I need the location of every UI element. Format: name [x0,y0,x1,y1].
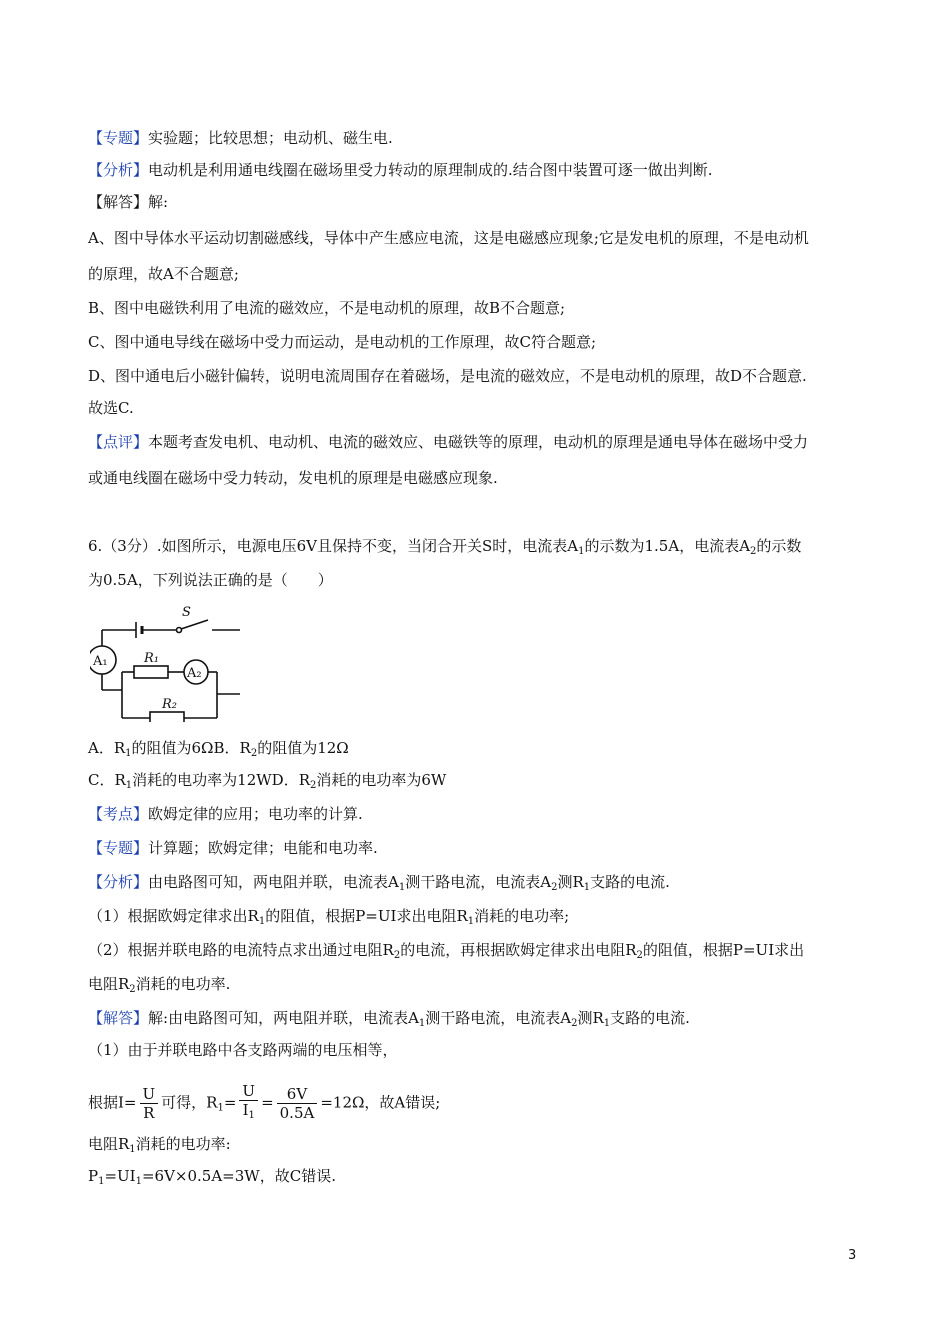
text: 的电流，再根据欧姆定律求出电阻R [400,941,637,959]
q6-plan-step2-cont [88,974,230,1000]
q6-options-cd [88,770,446,796]
resistor-r2 [150,712,184,722]
q6-stem-line1 [88,536,801,562]
q6-formula-line [88,1082,440,1129]
tag-special: 【专题】 [88,839,149,857]
q5-choice: 故选C. [88,399,134,417]
text: 消耗的电功率. [135,975,231,993]
q5-analysis-line [88,160,713,180]
q5-c-line: C、图中通电导线在磁场中受力而运动，是电动机的工作原理，故C符合题意; [88,333,597,351]
subscript: 2 [750,546,757,557]
numerator: U [140,1085,159,1104]
text: （1）根据欧姆定律求出R [88,907,259,925]
ammeter-a1-label: A₁ [93,654,108,669]
subscript: 1 [129,1144,136,1155]
text: =12Ω，故A错误; [320,1093,441,1112]
text: 本题考查发电机、电动机、电流的磁效应、电磁铁等的原理，电动机的原理是通电导体在磁场中受力 [148,433,809,451]
text: P [88,1167,99,1185]
resistor-r1 [134,666,168,678]
q6-plan-step2 [88,940,804,966]
q6-zhuanti-line [88,838,378,858]
numerator: U [239,1082,258,1101]
text: 的阻值为12Ω [257,739,349,757]
subscript: 1 [418,1018,426,1029]
subscript: 2 [309,780,317,791]
tag-special: 【专题】 [88,129,149,147]
subscript: 2 [250,748,258,759]
text: = [261,1093,274,1112]
resistor-r1-label: R₁ [144,651,159,666]
text: 消耗的电功率; [474,907,570,925]
subscript: 1 [583,882,591,893]
text: 的示数为1.5A，电流表A [584,537,751,555]
tag-analysis: 【分析】 [88,873,149,891]
text: 测干路电流，电流表A [405,873,552,891]
denominator: R [143,1104,155,1122]
subscript: 2 [551,882,558,893]
text: 支路的电流. [590,873,670,891]
text: 欧姆定律的应用；电功率的计算. [148,805,363,823]
text: C．R [88,771,126,789]
q5-answer-line [88,192,168,212]
tag-analysis: 【分析】 [88,161,149,179]
text: 的阻值为6ΩB．R [131,739,251,757]
text: 电阻R [88,975,130,993]
text: 测R [577,1009,604,1027]
text: 解: [148,193,169,211]
q6-options-ab [88,738,349,764]
q5-special-line [88,128,393,148]
q5-d-line: D、图中通电后小磁针偏转，说明电流周围存在着磁场，是电流的磁效应，不是电动机的原理，故D不合题意. [88,367,807,385]
fraction-u-over-i1 [239,1082,258,1125]
q5-b-line: B、图中电磁铁利用了电流的磁效应，不是电动机的原理，故B不合题意; [88,299,566,317]
denominator [239,1101,258,1125]
text: 可得，R [161,1093,218,1112]
text: 由电路图可知，两电阻并联，电流表A [148,873,399,891]
tag-answer: 【解答】 [88,1009,149,1027]
q6-analysis-line [88,872,670,898]
subscript: 2 [129,984,136,995]
q6-answer-line [88,1008,690,1034]
text: 支路的电流. [610,1009,690,1027]
text: 实验题；比较思想；电动机、磁生电. [148,129,393,147]
denominator: 0.5A [279,1104,315,1122]
ammeter-a2-label: A₂ [187,666,202,681]
subscript: 1 [135,1176,142,1187]
q6-step1: （1）由于并联电路中各支路两端的电压相等， [88,1041,398,1059]
fraction-6v-over-05a [277,1085,318,1122]
text: 计算题；欧姆定律；电能和电功率. [148,839,378,857]
text: I [242,1101,249,1119]
text: 消耗的电功率: [135,1135,231,1153]
text: 消耗的电功率为6W [316,771,447,789]
subscript: 1 [467,916,475,927]
page-number: 3 [848,1248,857,1263]
subscript: 2 [571,1018,578,1029]
text: = [223,1093,237,1112]
tag-answer: 【解答】 [88,193,149,211]
subscript: 2 [636,950,643,961]
circuit-diagram [90,604,245,722]
subscript: 1 [578,546,585,557]
text: 电阻R [88,1135,130,1153]
text: 的阻值，根据P=UI求出电阻R [265,907,468,925]
q5-comment-line1 [88,432,808,452]
q6-power-calc [88,1166,336,1192]
q6-kaodian-line [88,804,363,824]
resistor-r2-label: R₂ [162,697,177,712]
subscript: 2 [393,950,401,961]
q6-stem-line2: 为0.5A，下列说法正确的是（ ） [88,571,333,589]
q5-comment-line2: 或通电线圈在磁场中受力转动，发电机的原理是电磁感应现象. [88,469,498,487]
subscript: 1 [217,1102,224,1114]
switch-label: S [182,605,191,620]
q5-a-line2: 的原理，故A不合题意; [88,265,239,283]
text: =6V×0.5A=3W，故C错误. [141,1167,336,1185]
q6-plan-step1 [88,906,569,932]
text: 根据I= [88,1093,137,1112]
subscript: 1 [603,1018,611,1029]
subscript: 1 [98,1176,105,1187]
text: A．R [88,739,126,757]
fraction-u-over-r [140,1085,159,1122]
tag-kaodian: 【考点】 [88,805,149,823]
subscript: 1 [125,748,132,759]
text: 6.（3分）.如图所示，电源电压6V且保持不变，当闭合开关S时，电流表A [88,537,579,555]
text: 的阻值，根据P=UI求出 [642,941,805,959]
text: =UI [104,1167,136,1185]
switch-blade [181,620,208,629]
subscript: 1 [125,780,133,791]
text: 解:由电路图可知，两电阻并联，电流表A [148,1009,419,1027]
subscript: 1 [258,916,266,927]
subscript: 1 [398,882,406,893]
text: 测干路电流，电流表A [425,1009,572,1027]
q6-power-heading [88,1134,231,1160]
numerator: 6V [277,1085,318,1104]
text: （2）根据并联电路的电流特点求出通过电阻R [88,941,394,959]
text: 电动机是利用通电线圈在磁场里受力转动的原理制成的.结合图中装置可逐一做出判断. [148,161,713,179]
subscript: 1 [248,1110,255,1121]
text: 的示数 [756,537,802,555]
tag-comment: 【点评】 [88,433,149,451]
text: 消耗的电功率为12WD．R [132,771,310,789]
q5-a-line1: A、图中导体水平运动切割磁感线，导体中产生感应电流，这是电磁感应现象;它是发电机的原理，不是电动机 [88,229,809,247]
text: 测R [557,873,584,891]
